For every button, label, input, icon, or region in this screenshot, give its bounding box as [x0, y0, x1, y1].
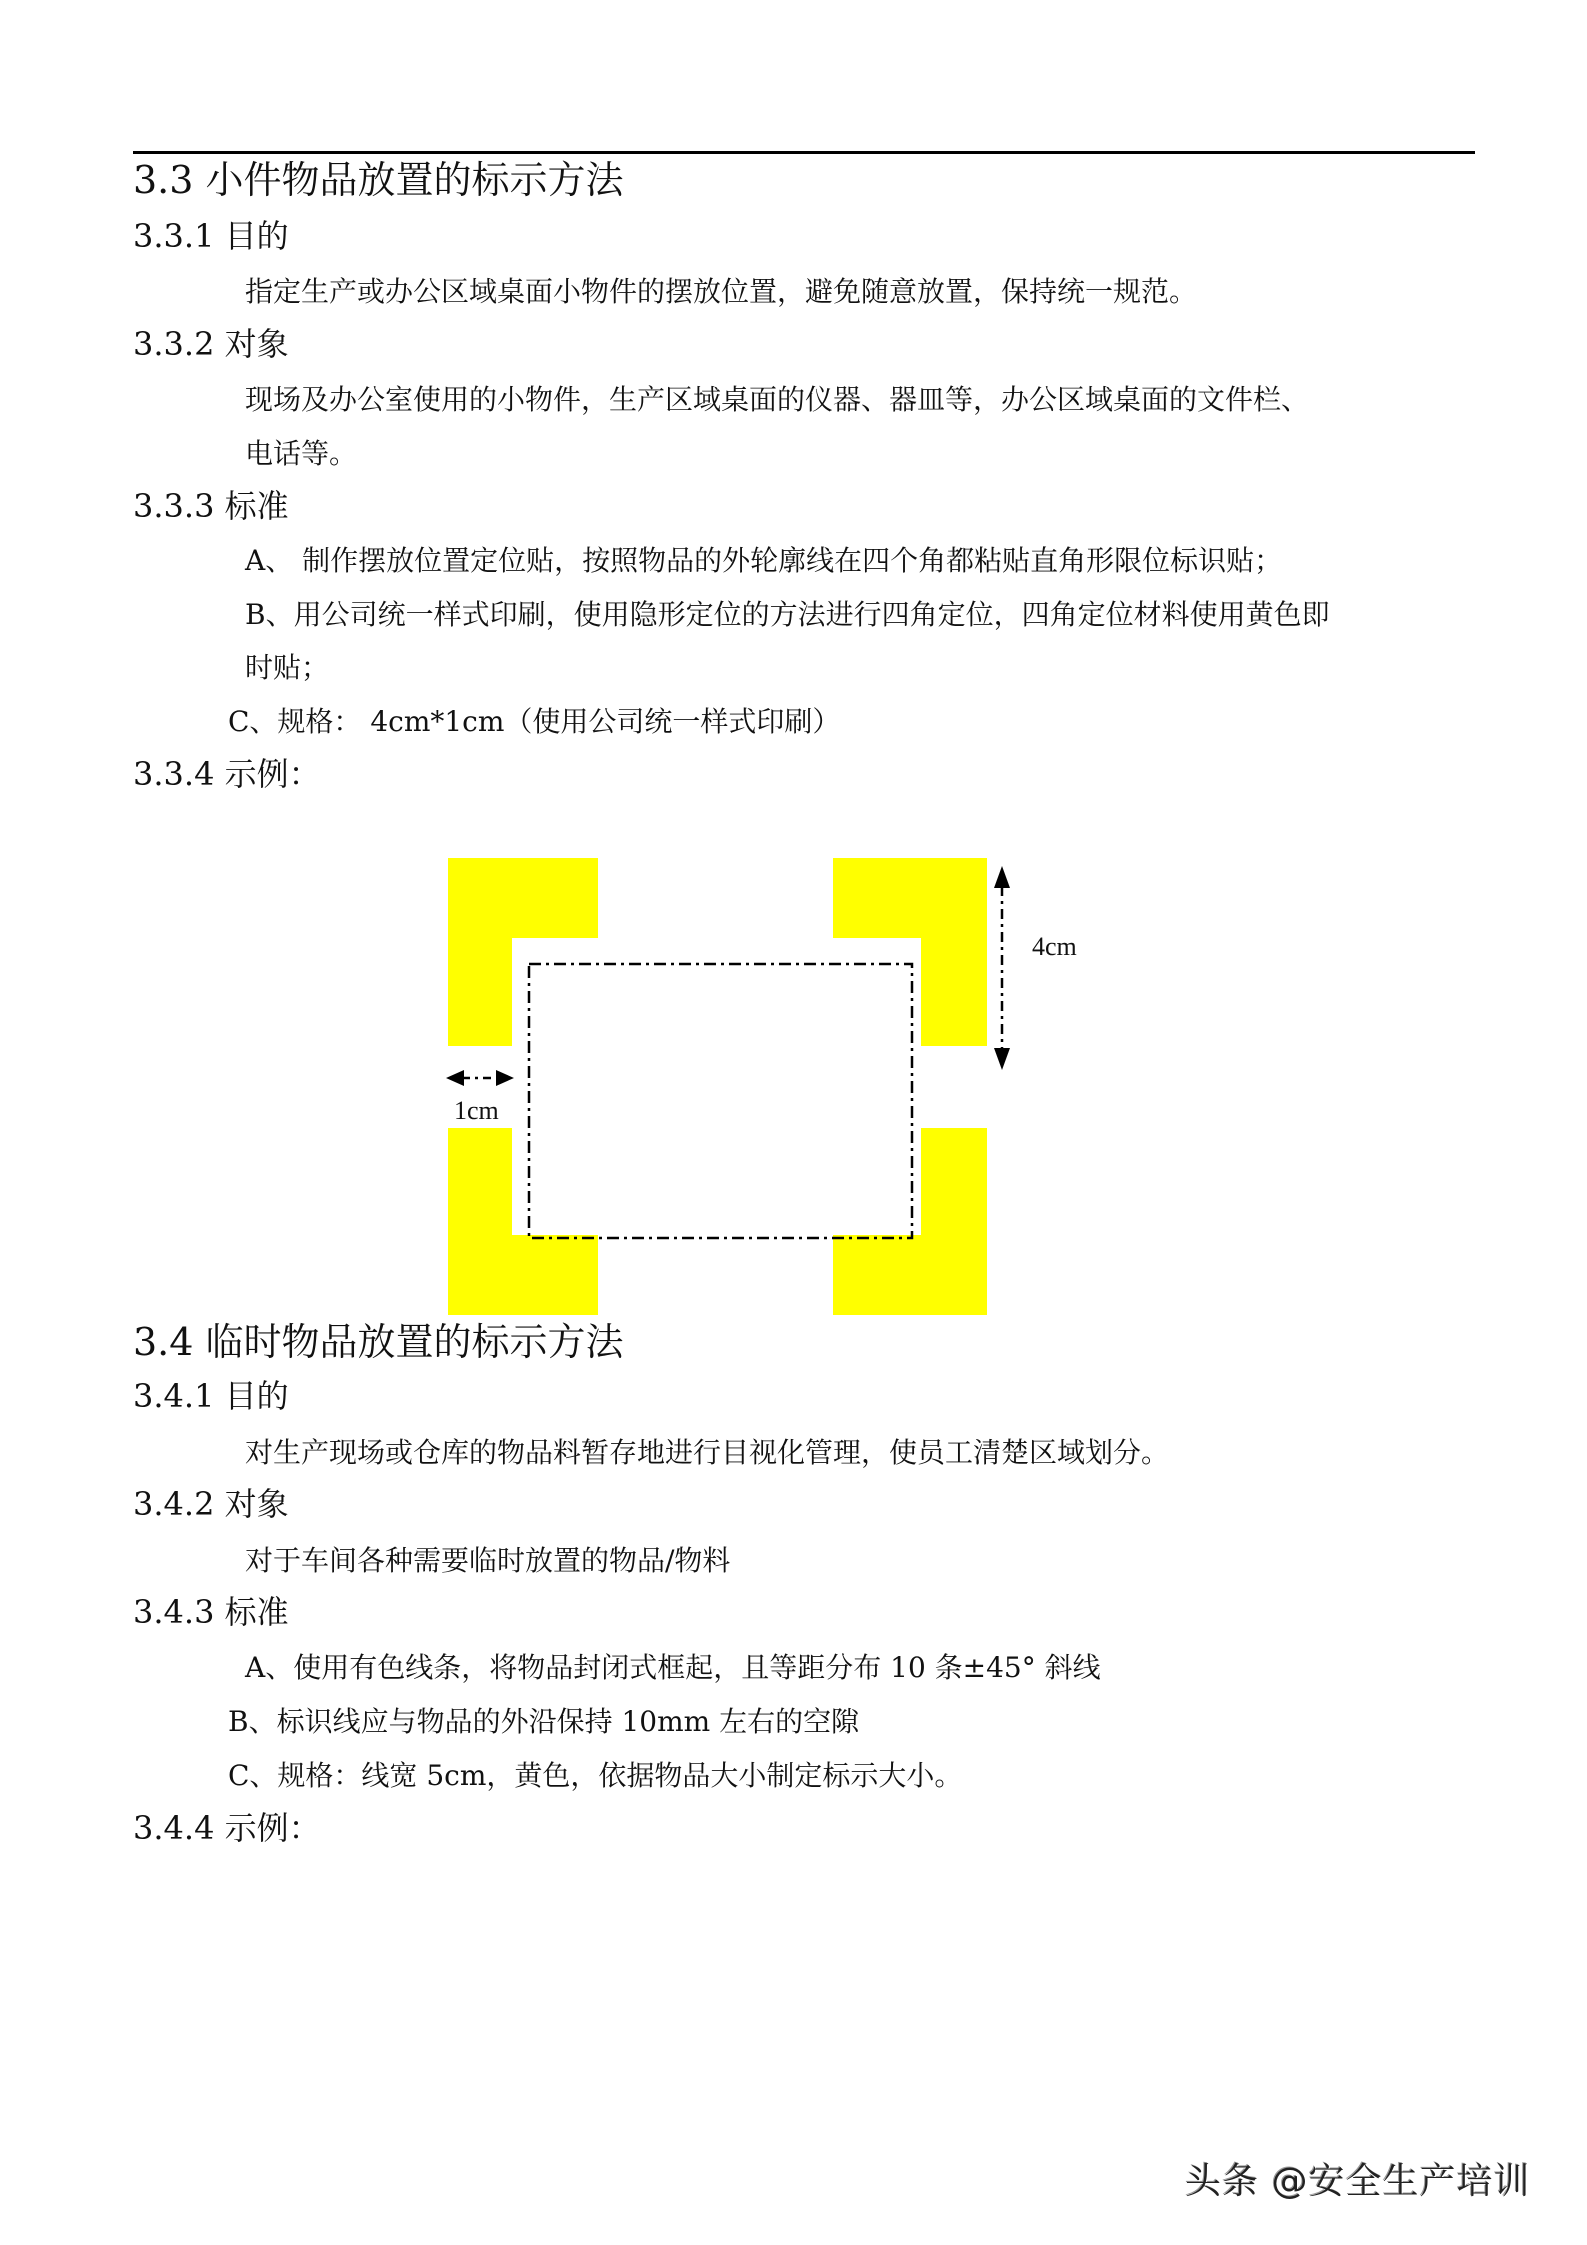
section-3-3-3-item-c: C、规格： 4cm*1cm（使用公司统一样式印刷） — [228, 705, 841, 738]
corner-marker-illustration — [440, 850, 1040, 1330]
section-3-3-2-line1: 现场及办公室使用的小物件，生产区域桌面的仪器、器皿等，办公区域桌面的文件栏、 — [245, 383, 1310, 416]
corner-marker-bottom-right — [833, 1128, 987, 1315]
section-3-3-title: 3.3 小件物品放置的标示方法 — [133, 158, 624, 202]
corner-marker-top-right — [833, 858, 987, 1046]
corner-marker-diagram — [440, 850, 1077, 1330]
dimension-label-4cm: 4cm — [1032, 932, 1077, 961]
section-3-3-3-item-a: A、 制作摆放位置定位贴，按照物品的外轮廓线在四个角都粘贴直角形限位标识贴； — [245, 544, 1283, 577]
section-3-4-3-item-c: C、规格：线宽 5cm，黄色，依据物品大小制定标示大小。 — [228, 1759, 963, 1792]
top-rule — [133, 151, 1475, 154]
section-3-3-2-line2: 电话等。 — [245, 437, 358, 470]
section-3-3-1-heading: 3.3.1 目的 — [133, 217, 289, 255]
dimension-label-1cm: 1cm — [454, 1096, 499, 1125]
section-3-4-1-heading: 3.4.1 目的 — [133, 1377, 289, 1415]
item-outline — [529, 964, 912, 1238]
section-3-4-2-text: 对于车间各种需要临时放置的物品/物料 — [245, 1544, 731, 1577]
section-3-3-3-item-b-line2: 时贴； — [245, 651, 330, 684]
watermark: 头条 @安全生产培训 — [1185, 2161, 1531, 2202]
corner-marker-top-left — [448, 858, 598, 1046]
section-3-4-3-item-b: B、标识线应与物品的外沿保持 10mm 左右的空隙 — [228, 1705, 860, 1738]
corner-marker-bottom-left — [448, 1128, 598, 1315]
section-3-4-4-heading: 3.4.4 示例： — [133, 1809, 321, 1847]
section-3-3-1-text: 指定生产或办公区域桌面小物件的摆放位置，避免随意放置，保持统一规范。 — [245, 275, 1198, 308]
section-3-3-3-heading: 3.3.3 标准 — [133, 487, 289, 525]
section-3-3-2-heading: 3.3.2 对象 — [133, 325, 289, 363]
section-3-4-3-heading: 3.4.3 标准 — [133, 1593, 289, 1631]
section-3-3-3-item-b-line1: B、用公司统一样式印刷，使用隐形定位的方法进行四角定位，四角定位材料使用黄色即 — [245, 598, 1330, 631]
section-3-4-2-heading: 3.4.2 对象 — [133, 1485, 289, 1523]
section-3-4-1-text: 对生产现场或仓库的物品料暂存地进行目视化管理，使员工清楚区域划分。 — [245, 1436, 1170, 1469]
section-3-3-4-heading: 3.3.4 示例： — [133, 755, 321, 793]
section-3-4-title: 3.4 临时物品放置的标示方法 — [133, 1320, 624, 1364]
section-3-4-3-item-a: A、使用有色线条，将物品封闭式框起，且等距分布 10 条±45° 斜线 — [245, 1651, 1101, 1684]
